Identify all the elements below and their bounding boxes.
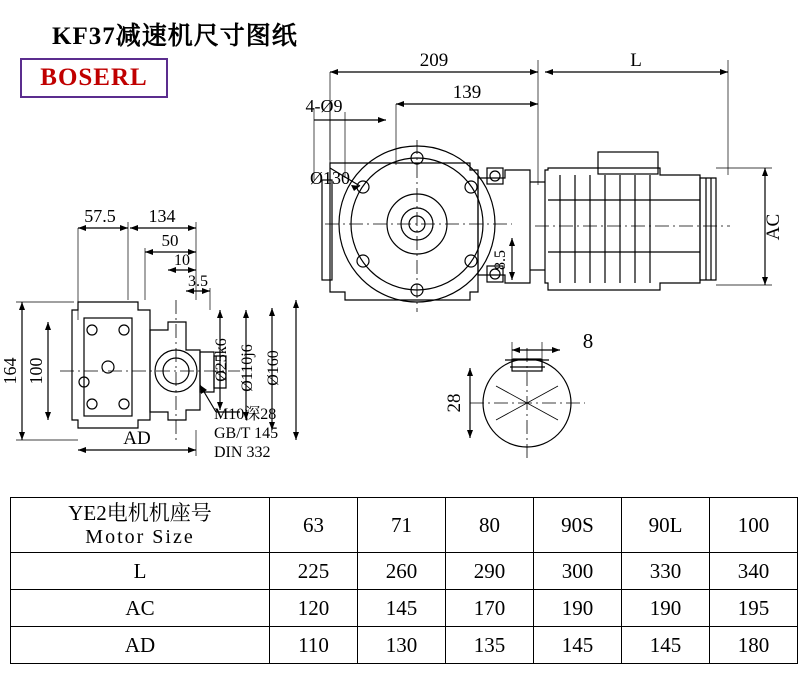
row-label: AD (11, 627, 270, 664)
dim-57-5-label: 57.5 (84, 206, 116, 226)
table-cell: 180 (710, 627, 798, 664)
table-cell: 290 (446, 553, 534, 590)
dim-3-5-label: 3.5 (188, 273, 208, 290)
table-row (11, 627, 798, 664)
table-row (11, 498, 798, 553)
table-cell: 135 (446, 627, 534, 664)
table-cell: 110 (270, 627, 358, 664)
dim-L-top-label: L (630, 50, 642, 71)
dim-8-5-label: 8.5 (492, 250, 509, 270)
dim-10-label: 10 (174, 252, 190, 269)
table-cell: 145 (358, 590, 446, 627)
table-row (11, 590, 798, 627)
table-cell: 120 (270, 590, 358, 627)
table-cell: 300 (534, 553, 622, 590)
column-header: 90S (534, 498, 622, 553)
note-DIN-label: DIN 332 (214, 444, 271, 461)
note-GB-label: GB/T 145 (214, 425, 279, 442)
table-cell: 195 (710, 590, 798, 627)
dim-139-label: 139 (452, 82, 482, 103)
dim-8-key-label: 8 (582, 329, 594, 353)
table-cell: 170 (446, 590, 534, 627)
dim-AC-label: AC (763, 213, 784, 241)
header-line-2: Motor Size (85, 525, 195, 548)
dim-100-label: 100 (26, 357, 46, 385)
page-title: KF37减速机尺寸图纸 (52, 23, 298, 50)
dim-D110j6-label: Ø110j6 (239, 344, 256, 392)
header-line-1: YE2电机机座号 (68, 501, 212, 526)
dim-134-label: 134 (148, 206, 176, 226)
table-cell: 145 (622, 627, 710, 664)
note-M10-label: M10深28 (214, 406, 277, 423)
dim-AD-label: AD (123, 428, 151, 449)
table-cell: 340 (710, 553, 798, 590)
dim-D130-label: Ø130 (310, 168, 350, 188)
dim-D25k6-label: Ø25k6 (213, 338, 230, 382)
row-label: AC (11, 590, 270, 627)
dim-50-label: 50 (161, 231, 179, 250)
column-header: 90L (622, 498, 710, 553)
table-cell: 225 (270, 553, 358, 590)
dim-D160-label: Ø160 (265, 350, 282, 386)
dim-164-label: 164 (0, 357, 20, 385)
dim-28-key-label: 28 (444, 393, 465, 413)
table-header-motor-size (11, 498, 270, 553)
column-header: 63 (270, 498, 358, 553)
table-cell: 330 (622, 553, 710, 590)
brand-logo: BOSERL (40, 64, 148, 91)
column-header: 80 (446, 498, 534, 553)
table-cell: 190 (622, 590, 710, 627)
table-cell: 190 (534, 590, 622, 627)
column-header: 71 (358, 498, 446, 553)
row-label: L (11, 553, 270, 590)
table-cell: 130 (358, 627, 446, 664)
table-cell: 260 (358, 553, 446, 590)
table-cell: 145 (534, 627, 622, 664)
column-header: 100 (710, 498, 798, 553)
dim-4xD9-label: 4-Ø9 (305, 96, 343, 116)
dim-209-label: 209 (419, 50, 449, 71)
spec-table (10, 497, 798, 664)
table-row (11, 553, 798, 590)
